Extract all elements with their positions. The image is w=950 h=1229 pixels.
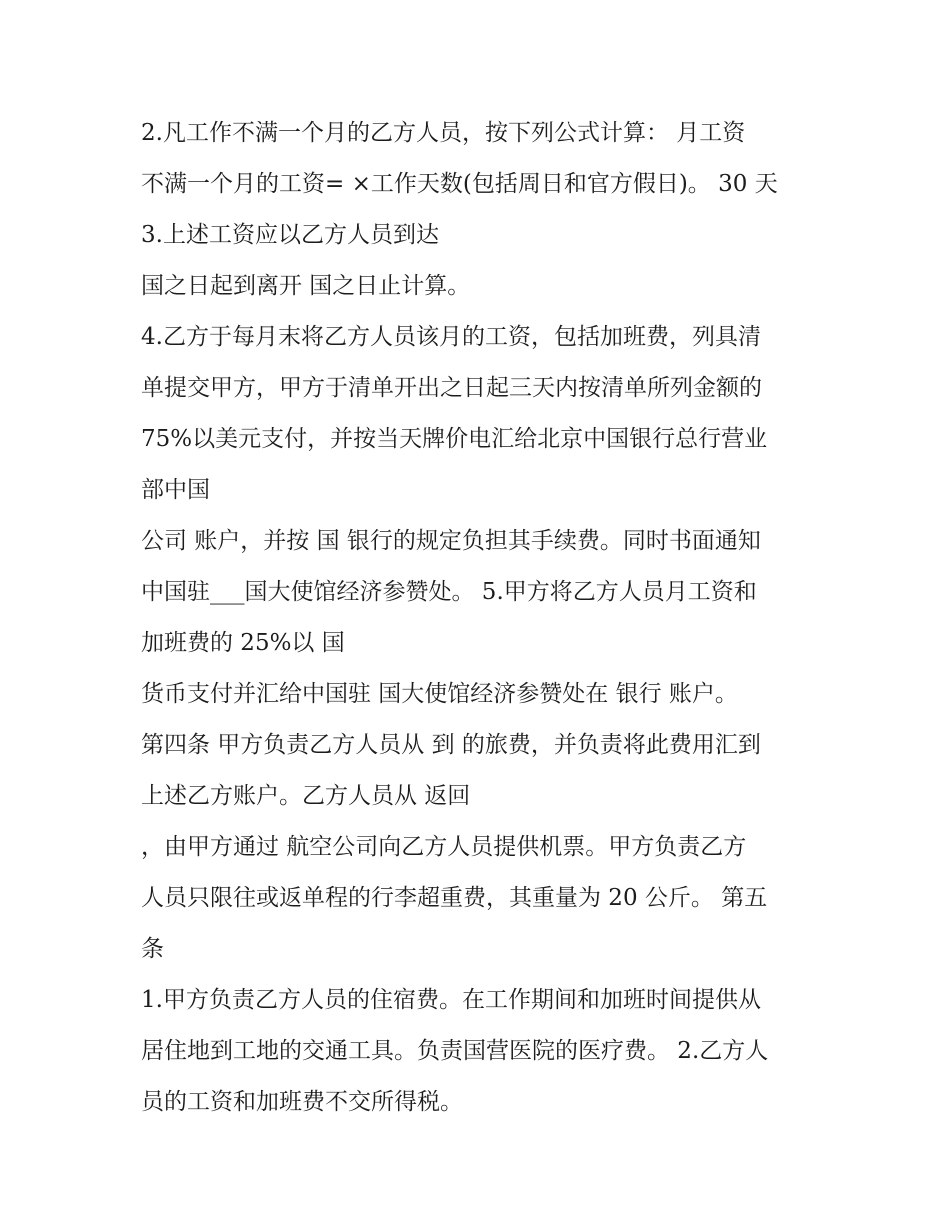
text-line-7: 75%以美元支付，并按当天牌价电汇给北京中国银行总行营业: [141, 426, 768, 452]
text-line-4: 国之日起到离开 国之日止计算。: [141, 273, 471, 299]
document-body: [141, 108, 821, 1128]
text-line-9: 公司 账户，并按 国 银行的规定负担其手续费。同时书面通知: [141, 528, 761, 554]
text-line-1: 2.凡工作不满一个月的乙方人员，按下列公式计算： 月工资: [141, 120, 746, 146]
text-line-14: 上述乙方账户。乙方人员从 返回: [141, 783, 471, 809]
text-line-19: 居住地到工地的交通工具。负责国营医院的医疗费。 2.乙方人: [141, 1038, 769, 1064]
text-line-13: 第四条 甲方负责乙方人员从 到 的旅费，并负责将此费用汇到: [141, 732, 761, 758]
text-line-15: ，由甲方通过 航空公司向乙方人员提供机票。甲方负责乙方: [141, 834, 747, 860]
text-line-17: 条: [141, 936, 164, 962]
text-line-16: 人员只限往或返单程的行李超重费，其重量为 20 公斤。 第五: [141, 885, 768, 911]
text-line-12: 货币支付并汇给中国驻 国大使馆经济参赞处在 银行 账户。: [141, 681, 738, 707]
text-line-5: 4.乙方于每月末将乙方人员该月的工资，包括加班费，列具清: [141, 324, 761, 350]
text-line-11: 加班费的 25%以 国: [141, 630, 345, 656]
text-line-3: 3.上述工资应以乙方人员到达: [141, 222, 439, 248]
text-line-8: 部中国: [141, 477, 210, 503]
text-line-2: 不满一个月的工资= ×工作天数(包括周日和官方假日)。 30 天: [141, 171, 778, 197]
text-line-10: 中国驻___国大使馆经济参赞处。 5.甲方将乙方人员月工资和: [141, 579, 757, 605]
text-line-20: 员的工资和加班费不交所得税。: [141, 1089, 463, 1115]
text-line-6: 单提交甲方，甲方于清单开出之日起三天内按清单所列金额的: [141, 375, 762, 401]
text-line-18: 1.甲方负责乙方人员的住宿费。在工作期间和加班时间提供从: [141, 987, 761, 1013]
